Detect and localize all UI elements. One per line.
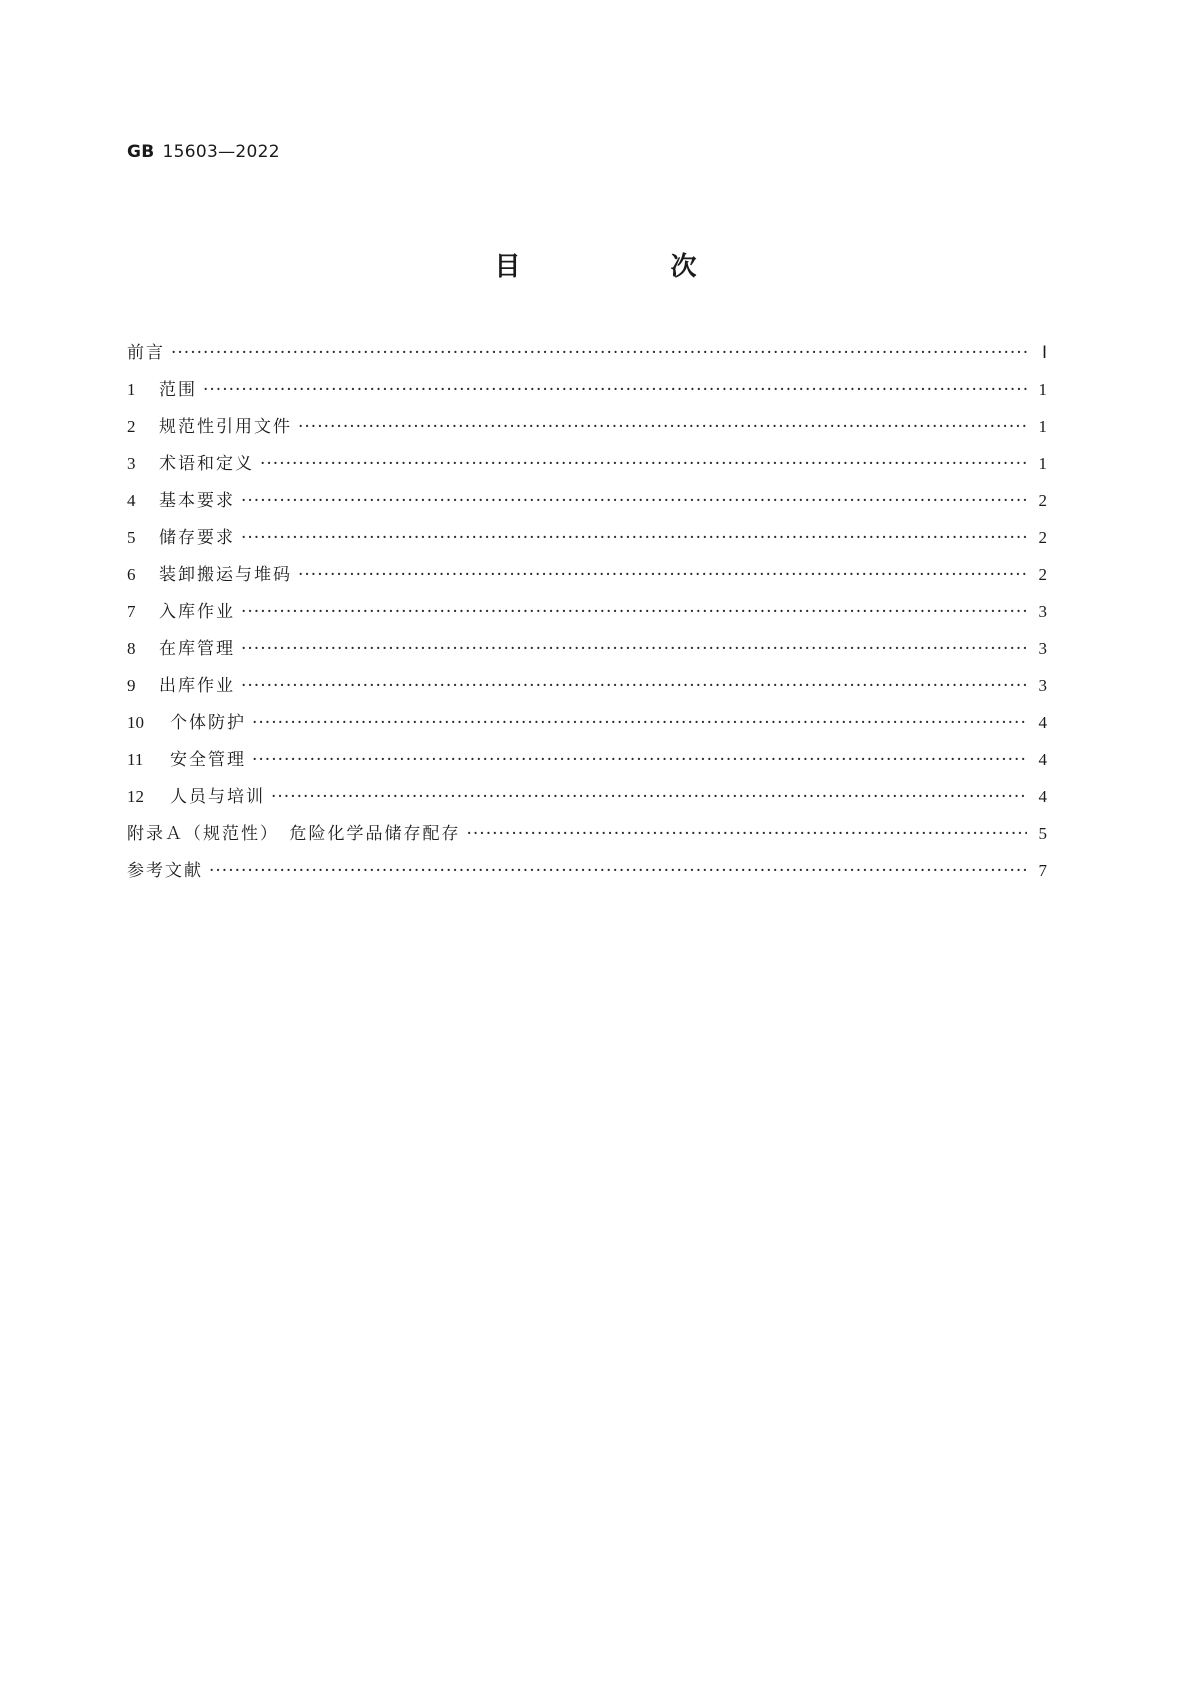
dot-leader: [252, 713, 1027, 733]
toc-entry-page: 3: [1038, 639, 1047, 658]
toc-entry-page: 1: [1038, 454, 1047, 473]
standard-prefix: GB: [127, 142, 155, 162]
toc-entry-12[interactable]: [127, 782, 1047, 819]
toc-entry-9[interactable]: [127, 671, 1047, 708]
standard-code: [127, 142, 280, 162]
toc-entry-number: 8: [127, 639, 136, 658]
dot-leader: [271, 787, 1027, 807]
dot-leader: [298, 417, 1027, 437]
toc-entry-label: 术语和定义: [159, 454, 254, 474]
toc-entry-number: 7: [127, 602, 136, 621]
toc-entry-label: 安全管理: [170, 750, 246, 770]
toc-entry-page: 3: [1038, 602, 1047, 621]
toc-entry-5[interactable]: [127, 523, 1047, 560]
toc-entry-label: 装卸搬运与堆码: [159, 565, 292, 585]
toc-entry-page: 3: [1038, 676, 1047, 695]
dot-leader: [241, 528, 1027, 548]
toc-entry-label: 附录Ａ（规范性） 危险化学品储存配存: [127, 824, 461, 844]
toc-entry-page: 1: [1038, 417, 1047, 436]
toc-entry-label: 储存要求: [159, 528, 235, 548]
dot-leader: [241, 491, 1027, 511]
toc-entry-8[interactable]: [127, 634, 1047, 671]
toc-entry-appendix-a[interactable]: [127, 819, 1047, 856]
toc-entry-page: 2: [1038, 491, 1047, 510]
toc-entry-page: 5: [1038, 824, 1047, 843]
dot-leader: [241, 602, 1027, 622]
toc-entry-page: 4: [1038, 787, 1047, 806]
toc-entry-11[interactable]: [127, 745, 1047, 782]
page-title: 目 次: [494, 252, 759, 282]
dot-leader: [260, 454, 1027, 474]
toc-entry-page: 2: [1038, 528, 1047, 547]
toc-entry-10[interactable]: [127, 708, 1047, 745]
dot-leader: [209, 861, 1027, 881]
standard-number: 15603—2022: [162, 142, 280, 162]
dot-leader: [203, 380, 1027, 400]
toc-entry-number: 1: [127, 380, 136, 399]
toc-entry-number: 6: [127, 565, 136, 584]
toc-entry-label: 范围: [159, 380, 197, 400]
toc-entry-1[interactable]: [127, 375, 1047, 412]
toc-entry-label: 规范性引用文件: [159, 417, 292, 437]
toc-entry-page: 2: [1038, 565, 1047, 584]
toc-entry-label: 在库管理: [159, 639, 235, 659]
toc-entry-label: 出库作业: [159, 676, 235, 696]
toc-entry-number: 12: [127, 787, 144, 806]
toc-entry-label: 人员与培训: [170, 787, 265, 807]
table-of-contents: [127, 338, 1047, 893]
toc-entry-label: 参考文献: [127, 861, 203, 881]
toc-entry-7[interactable]: [127, 597, 1047, 634]
toc-entry-3[interactable]: [127, 449, 1047, 486]
toc-entry-page: 4: [1038, 713, 1047, 732]
dot-leader: [241, 676, 1027, 696]
toc-entry-label: 个体防护: [170, 713, 246, 733]
dot-leader: [171, 343, 1027, 363]
toc-entry-number: 5: [127, 528, 136, 547]
toc-entry-number: 11: [127, 750, 144, 769]
toc-entry-4[interactable]: [127, 486, 1047, 523]
dot-leader: [252, 750, 1027, 770]
toc-entry-page: Ⅰ: [1041, 343, 1047, 362]
toc-entry-label: 基本要求: [159, 491, 235, 511]
dot-leader: [241, 639, 1027, 659]
toc-entry-page: 1: [1038, 380, 1047, 399]
dot-leader: [298, 565, 1027, 585]
toc-entry-references[interactable]: [127, 856, 1047, 893]
toc-entry-page: 7: [1038, 861, 1047, 880]
toc-entry-number: 9: [127, 676, 136, 695]
toc-entry-number: 4: [127, 491, 136, 510]
toc-entry-number: 10: [127, 713, 144, 732]
toc-entry-label: 入库作业: [159, 602, 235, 622]
toc-entry-page: 4: [1038, 750, 1047, 769]
dot-leader: [467, 824, 1028, 844]
toc-entry-number: 3: [127, 454, 136, 473]
toc-entry-6[interactable]: [127, 560, 1047, 597]
toc-entry-foreword[interactable]: [127, 338, 1047, 375]
toc-entry-number: 2: [127, 417, 136, 436]
toc-entry-label: 前言: [127, 343, 165, 363]
toc-entry-2[interactable]: [127, 412, 1047, 449]
